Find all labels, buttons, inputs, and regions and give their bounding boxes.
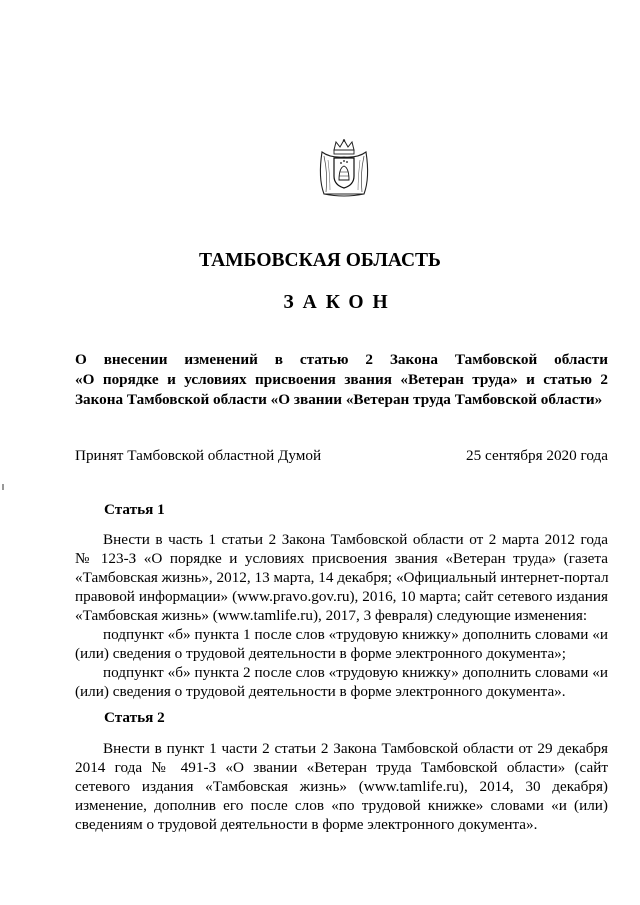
margin-mark (2, 484, 4, 490)
article-1-line: (или) сведения о трудовой деятельности в форме электронного документа»; (75, 645, 566, 662)
article-1-line: подпункт «б» пункта 2 после слов «трудовую книжку» дополнить словами «и (103, 664, 608, 681)
law-title-line: «О порядке и условиях присвоения звания «Ветеран труда» и статью 2 (75, 371, 608, 388)
article-2-line: 2014 года № 491-З «О звании «Ветеран труда Тамбовской области» (сайт (75, 759, 608, 776)
article-1-line: правовой информации» (www.pravo.gov.ru), 2016, 10 марта; сайт сетевого издания (75, 588, 608, 605)
law-title-line: О внесении изменений в статью 2 Закона Тамбовской области (75, 351, 608, 368)
article-2-line: сетевого издания «Тамбовская жизнь» (www.tamlife.ru), 2014, 30 декабря) (75, 778, 608, 795)
article-1-line: «Тамбовская жизнь» (www.tamlife.ru), 2017, 3 февраля) следующие изменения: (75, 607, 588, 624)
article-1-body (75, 530, 608, 701)
article-1-heading: Статья 1 (104, 501, 165, 518)
article-2-line: сведениям о трудовой деятельности в форме электронного документа». (75, 816, 538, 833)
law-title (75, 350, 608, 410)
article-1-line: № 123-З «О порядке и условиях присвоения звания «Ветеран труда» (газета (75, 550, 608, 567)
adoption-date: 25 сентября 2020 года (466, 447, 608, 464)
article-2-line: Внести в пункт 1 части 2 статьи 2 Закона Тамбовской области от 29 декабря (103, 740, 608, 757)
article-2-heading: Статья 2 (104, 709, 165, 726)
coat-of-arms-icon (314, 138, 374, 200)
adoption-text: Принят Тамбовской областной Думой (75, 447, 322, 464)
article-1-line: Внести в часть 1 статьи 2 Закона Тамбовской области от 2 марта 2012 года (103, 531, 608, 548)
document-type-title: ЗАКОН (283, 292, 397, 313)
article-2-line: изменение, дополнив его после слов «по трудовой книжке» словами «и (или) (75, 797, 608, 814)
article-1-line: (или) сведения о трудовой деятельности в форме электронного документа». (75, 683, 566, 700)
region-title: ТАМБОВСКАЯ ОБЛАСТЬ (199, 250, 441, 271)
article-1-line: «Тамбовская жизнь», 2012, 13 марта, 14 декабря; «Официальный интернет-портал (75, 569, 609, 586)
law-title-line: Закона Тамбовской области «О звании «Ветеран труда Тамбовской области» (75, 391, 603, 408)
article-2-body (75, 739, 608, 834)
article-1-line: подпункт «б» пункта 1 после слов «трудовую книжку» дополнить словами «и (103, 626, 608, 643)
